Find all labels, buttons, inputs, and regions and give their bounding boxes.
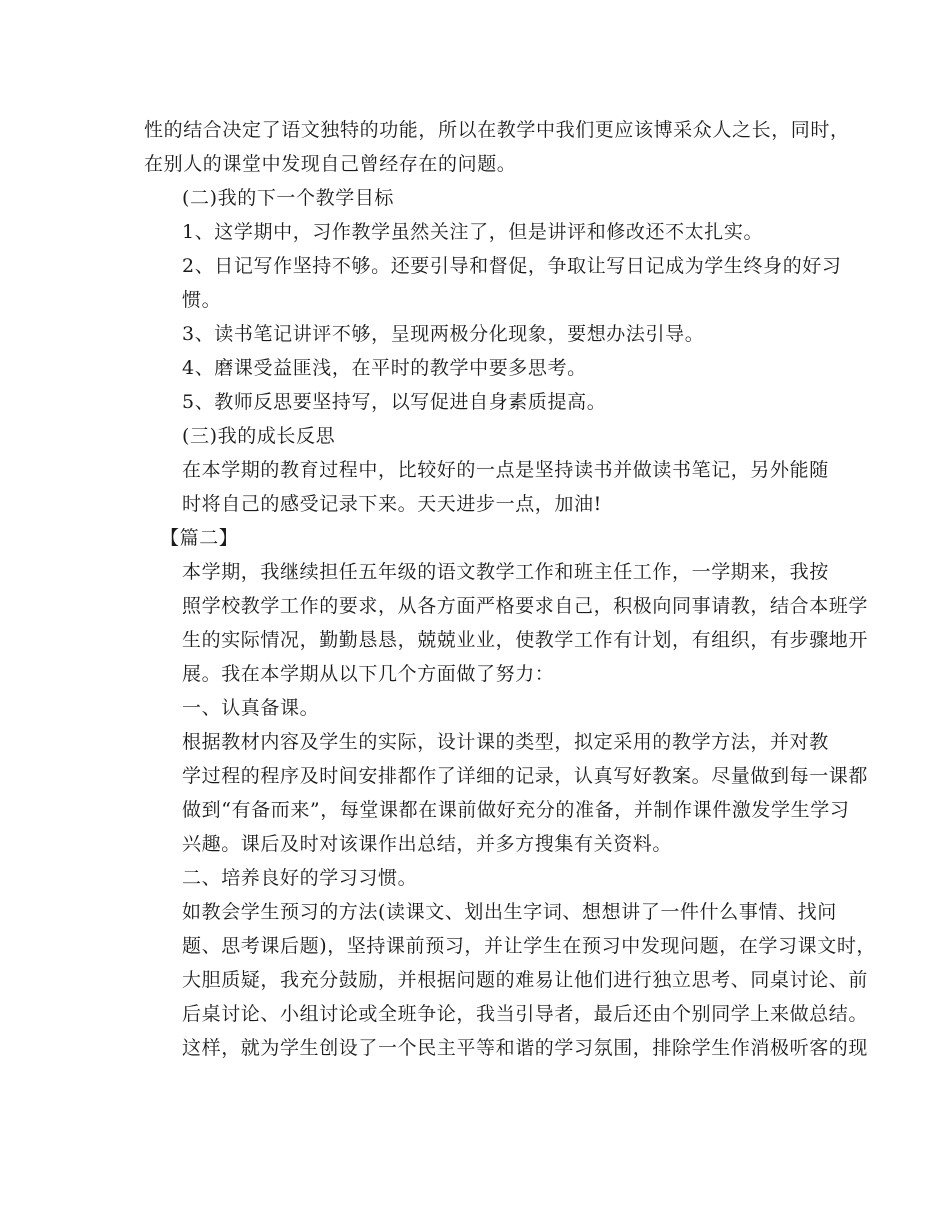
text-line: 学过程的程序及时间安排都作了详细的记录，认真写好教案。尽量做到每一课都 bbox=[182, 765, 869, 787]
section-heading bbox=[144, 521, 810, 555]
text-line: 一、认真备课。 bbox=[182, 697, 320, 719]
text-line: 性的结合决定了语文独特的功能，所以在教学中我们更应该博采众人之长，同时， bbox=[144, 119, 850, 141]
text-line: 4、磨课受益匪浅，在平时的教学中要多思考。 bbox=[182, 357, 587, 379]
text-line: (三)我的成长反思 bbox=[182, 425, 336, 447]
paragraph bbox=[144, 385, 810, 419]
text-line: 做到“有备而来”，每堂课都在课前做好充分的准备，并制作课件激发学生学习 bbox=[182, 799, 850, 821]
text-line: 1、这学期中，习作教学虽然关注了，但是讲评和修改还不太扎实。 bbox=[182, 221, 764, 243]
paragraph bbox=[144, 691, 810, 725]
paragraph bbox=[144, 453, 829, 521]
text-line: 【篇二】 bbox=[160, 527, 239, 549]
text-line: 二、培养良好的学习习惯。 bbox=[182, 867, 418, 889]
text-line: 生的实际情况，勤勤恳恳，兢兢业业，使教学工作有计划，有组织，有步骤地开 bbox=[182, 629, 869, 651]
document-body bbox=[144, 113, 877, 1065]
text-line: 大胆质疑，我充分鼓励，并根据问题的难易让他们进行独立思考、同桌讨论、前 bbox=[182, 969, 869, 991]
text-line: (二)我的下一个教学目标 bbox=[182, 187, 395, 209]
text-line: 展。我在本学期从以下几个方面做了努力： bbox=[182, 663, 555, 685]
paragraph bbox=[144, 555, 869, 691]
paragraph bbox=[144, 895, 877, 1065]
text-line: 时将自己的感受记录下来。天天进步一点，加油! bbox=[182, 493, 602, 515]
text-line: 5、教师反思要坚持写，以写促进自身素质提高。 bbox=[182, 391, 607, 413]
text-line: 照学校教学工作的要求，从各方面严格要求自己，积极向同事请教，结合本班学 bbox=[182, 595, 869, 617]
text-line: 这样，就为学生创设了一个民主平等和谐的学习氛围，排除学生作消极听客的现 bbox=[182, 1037, 869, 1059]
paragraph bbox=[144, 215, 810, 249]
text-line: 在别人的课堂中发现自己曾经存在的问题。 bbox=[144, 153, 517, 175]
text-line: 本学期，我继续担任五年级的语文教学工作和班主任工作，一学期来，我按 bbox=[182, 561, 829, 583]
text-line: 根据教材内容及学生的实际，设计课的类型，拟定采用的教学方法，并对教 bbox=[182, 731, 829, 753]
paragraph bbox=[144, 419, 810, 453]
text-line: 在本学期的教育过程中，比较好的一点是坚持读书并做读书笔记，另外能随 bbox=[182, 459, 829, 481]
paragraph bbox=[144, 113, 850, 181]
text-line: 如教会学生预习的方法(读课文、划出生字词、想想讲了一件什么事情、找问 bbox=[182, 901, 837, 923]
paragraph bbox=[144, 725, 869, 861]
text-line: 2、日记写作坚持不够。还要引导和督促，争取让写日记成为学生终身的好习 bbox=[182, 255, 842, 277]
text-line: 兴趣。课后及时对该课作出总结，并多方搜集有关资料。 bbox=[182, 833, 673, 855]
text-line: 后桌讨论、小组讨论或全班争论，我当引导者，最后还由个别同学上来做总结。 bbox=[182, 1003, 869, 1025]
paragraph bbox=[144, 351, 810, 385]
paragraph bbox=[144, 861, 810, 895]
text-line: 惯。 bbox=[182, 289, 222, 311]
paragraph bbox=[144, 181, 810, 215]
text-line: 题、思考课后题)，坚持课前预习，并让学生在预习中发现问题，在学习课文时， bbox=[182, 935, 877, 957]
text-line: 3、读书笔记讲评不够，呈现两极分化现象，要想办法引导。 bbox=[182, 323, 705, 345]
paragraph bbox=[144, 249, 842, 317]
paragraph bbox=[144, 317, 810, 351]
